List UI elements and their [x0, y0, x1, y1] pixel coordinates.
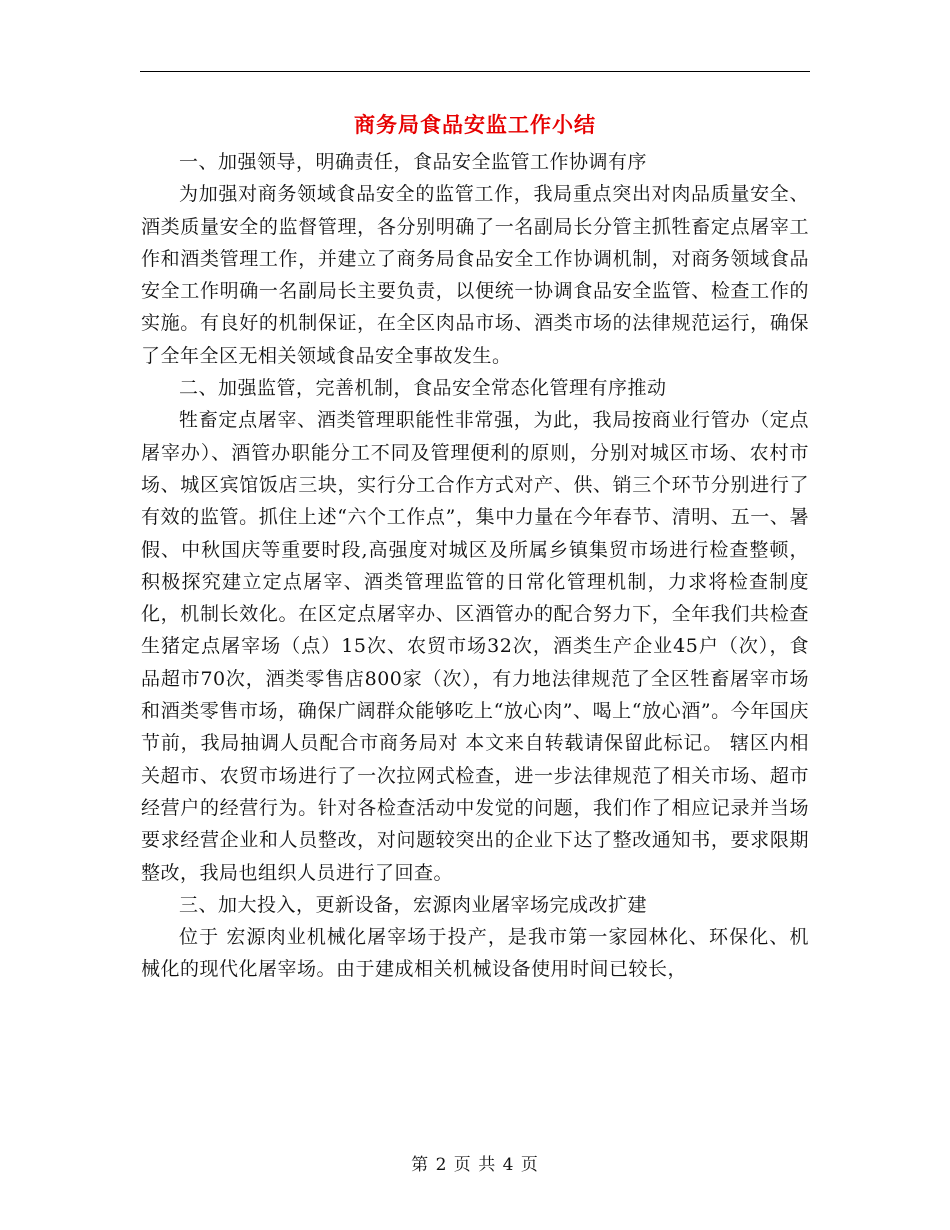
section-heading-3: 三、加大投入，更新设备，宏源肉业屠宰场完成改扩建	[179, 893, 648, 916]
document-title: 商务局食品安监工作小结	[354, 112, 596, 137]
section-heading-1: 一、加强领导，明确责任，食品安全监管工作协调有序	[179, 151, 648, 173]
section-heading-2: 二、加强监管，完善机制，食品安全常态化管理有序推动	[179, 377, 667, 400]
document-body	[141, 146, 809, 986]
page-number-footer: 第 2 页 共 4 页	[411, 1155, 539, 1175]
header-rule	[140, 71, 810, 72]
paragraph-3: 位于 宏源肉业机械化屠宰场于投产，是我市第一家园林化、环保化、机械化的现代化屠宰场。由于建成相关机械设备使用时间已较长，	[141, 926, 809, 981]
paragraph-1: 为加强对商务领域食品安全的监管工作，我局重点突出对肉品质量安全、酒类质量安全的监督管理，各分别明确了一名副局长分管主抓牲畜定点屠宰工作和酒类管理工作，并建立了商务局食品安全工作协调机制，对商务领域食品安全工作明确一名副局长主要负责，以便统一协调食品安全监管、检查工作的实施。有良好的机制保证，在全区肉品市场、酒类市场的法律规范运行，确保了全年全区无相关领域食品安全事故发生。	[141, 183, 809, 367]
paragraph-2: 牲畜定点屠宰、酒类管理职能性非常强，为此，我局按商业行管办（定点屠宰办）、酒管办职能分工不同及管理便利的原则，分别对城区市场、农村市场、城区宾馆饭店三块，实行分工合作方式对产、供、销三个环节分别进行了有效的监管。抓住上述“六个工作点”，集中力量在今年春节、清明、五一、暑假、中秋国庆等重要时段,高强度对城区及所属乡镇集贸市场进行检查整顿，积极探究建立定点屠宰、酒类管理监管的日常化管理机制，力求将检查制度化，机制长效化。在区定点屠宰办、区酒管办的配合努力下，全年我们共检查生猪定点屠宰场（点）15次、农贸市场32次，酒类生产企业45户（次），食品超市70次，酒类零售店800家（次），有力地法律规范了全区牲畜屠宰市场和酒类零售市场，确保广阔群众能够吃上“放心肉”、喝上“放心酒”。今年国庆节前，我局抽调人员配合市商务局对 本文来自转载请保留此标记。 辖区内相关超市、农贸市场进行了一次拉网式检查，进一步法律规范了相关市场、超市经营户的经营行为。针对各检查活动中发觉的问题，我们作了相应记录并当场要求经营企业和人员整改，对问题较突出的企业下达了整改通知书，要求限期整改，我局也组织人员进行了回查。	[141, 409, 809, 884]
